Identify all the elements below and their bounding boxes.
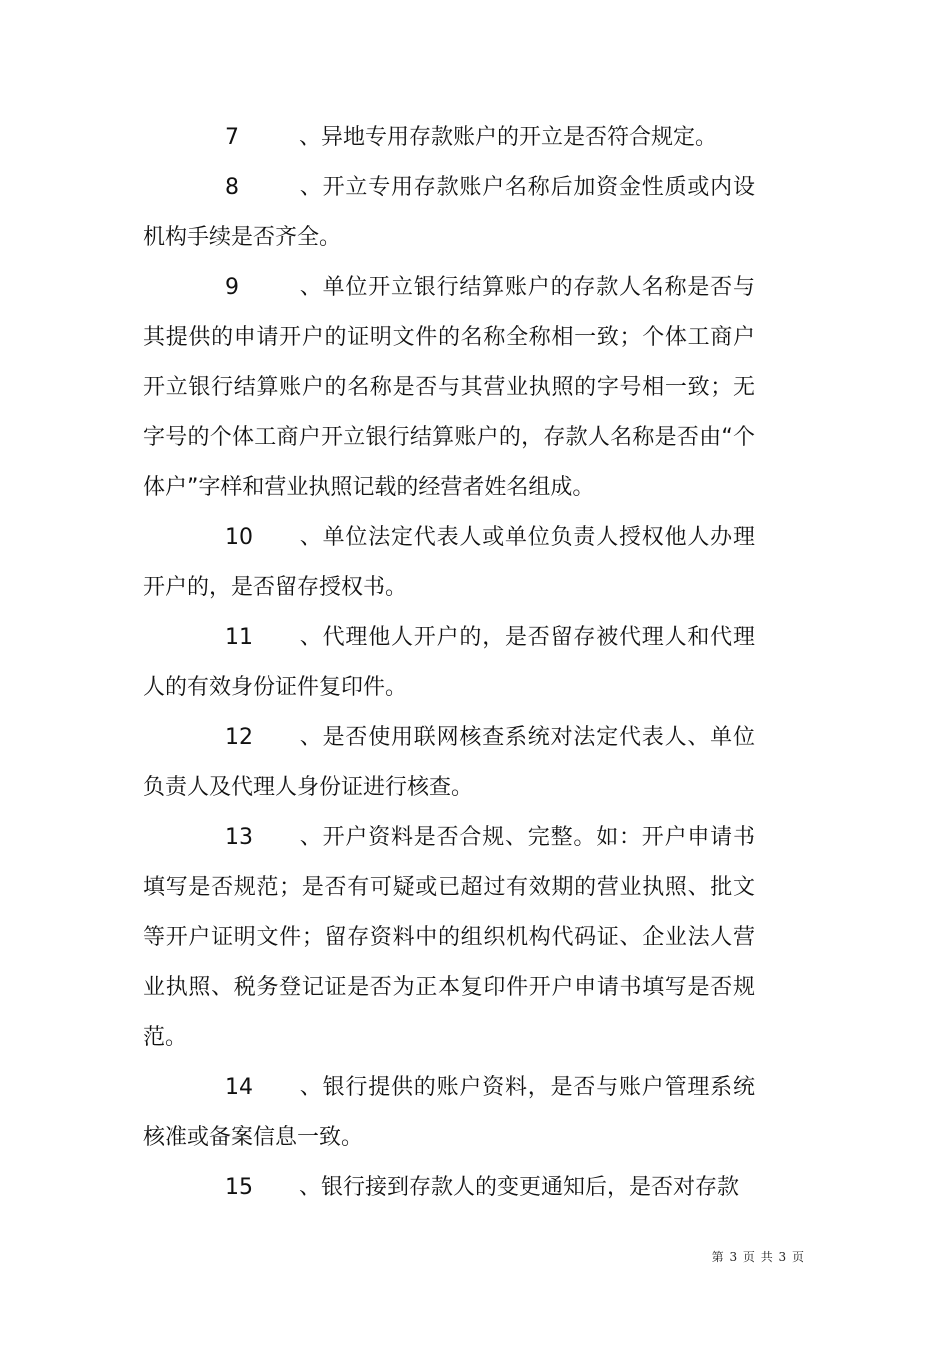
item-text: 、单位法定代表人或单位负责人授权他人办理开户的，是否留存授权书。 xyxy=(143,525,755,600)
item-number: 10 xyxy=(225,525,253,550)
list-item xyxy=(143,1063,755,1163)
page-number-footer: 第 3 页 共 3 页 xyxy=(711,1250,805,1264)
item-text: 、单位开立银行结算账户的存款人名称是否与其提供的申请开户的证明文件的名称全称相一致；个体工商户开立银行结算账户的名称是否与其营业执照的字号相一致；无字号的个体工商户开立银行结算账户的，存款人名称是否由“个体户”字样和营业执照记载的经营者姓名组成。 xyxy=(143,275,755,500)
item-text: 、开立专用存款账户名称后加资金性质或内设机构手续是否齐全。 xyxy=(143,175,755,250)
item-number: 13 xyxy=(225,825,253,850)
document-body xyxy=(143,113,755,1213)
item-text: 、代理他人开户的，是否留存被代理人和代理人的有效身份证件复印件。 xyxy=(143,625,755,700)
list-item xyxy=(143,113,755,163)
item-text: 、是否使用联网核查系统对法定代表人、单位负责人及代理人身份证进行核查。 xyxy=(143,725,755,800)
list-item xyxy=(143,613,755,713)
item-text: 、银行接到存款人的变更通知后，是否对存款 xyxy=(299,1175,740,1200)
item-number: 15 xyxy=(225,1175,253,1200)
item-number: 7 xyxy=(225,125,239,150)
list-item xyxy=(143,813,755,1063)
item-number: 8 xyxy=(225,175,239,200)
item-number: 14 xyxy=(225,1075,253,1100)
item-number: 11 xyxy=(225,625,253,650)
list-item xyxy=(143,1163,755,1213)
list-item xyxy=(143,713,755,813)
item-text: 、异地专用存款账户的开立是否符合规定。 xyxy=(299,125,718,150)
item-text: 、开户资料是否合规、完整。如：开户申请书填写是否规范；是否有可疑或已超过有效期的营业执照、批文等开户证明文件；留存资料中的组织机构代码证、企业法人营业执照、税务登记证是否为正本复印件开户申请书填写是否规范。 xyxy=(143,825,755,1050)
list-item xyxy=(143,513,755,613)
list-item xyxy=(143,263,755,513)
item-number: 9 xyxy=(225,275,239,300)
item-number: 12 xyxy=(225,725,253,750)
item-text: 、银行提供的账户资料，是否与账户管理系统核准或备案信息一致。 xyxy=(143,1075,755,1150)
list-item xyxy=(143,163,755,263)
